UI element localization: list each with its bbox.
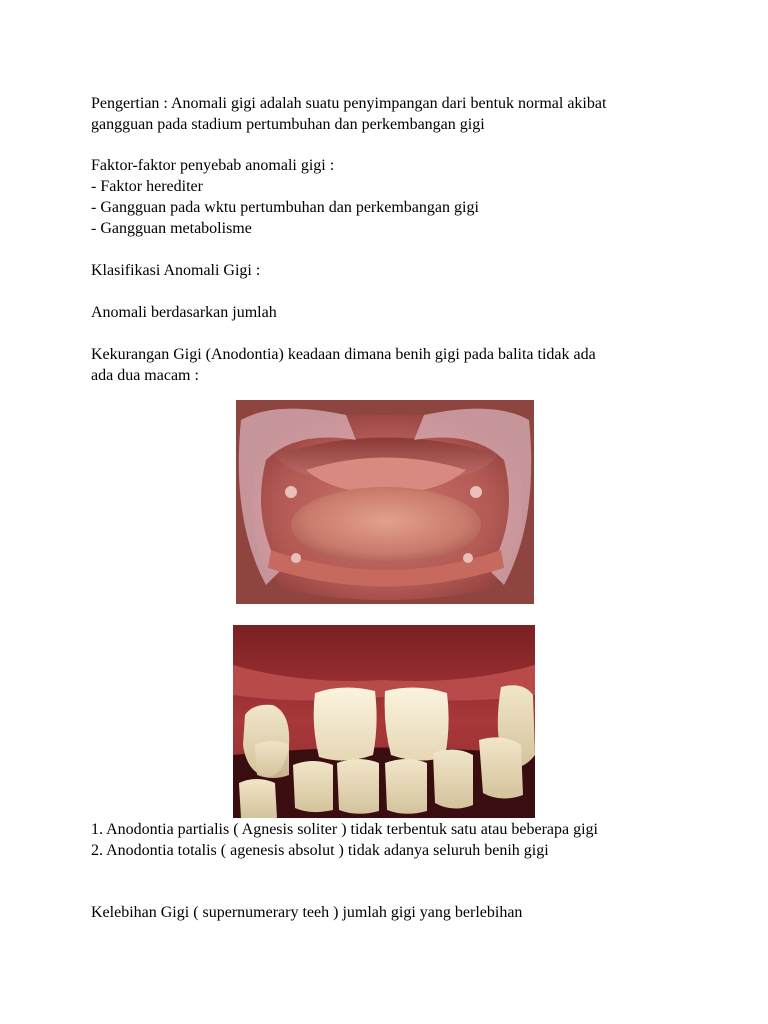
factors-heading: Faktor-faktor penyebab anomali gigi : (91, 157, 335, 174)
number-anomaly-heading: Anomali berdasarkan jumlah (91, 304, 277, 321)
edentulous-mouth-photo (236, 400, 534, 604)
anodontia-line-2: ada dua macam : (91, 367, 199, 384)
definition-line-1: Pengertian : Anomali gigi adalah suatu penyimpangan dari bentuk normal akibat (91, 95, 607, 112)
supernumerary-line: Kelebihan Gigi ( supernumerary teeh ) jumlah gigi yang berlebihan (91, 904, 523, 921)
anodontia-type-item: 2. Anodontia totalis ( agenesis absolut ) tidak adanya seluruh benih gigi (91, 842, 549, 859)
factor-item: - Gangguan pada wktu pertumbuhan dan perkembangan gigi (91, 199, 479, 216)
anodontia-type-item: 1. Anodontia partialis ( Agnesis soliter ) tidak terbentuk satu atau beberapa gigi (91, 821, 598, 838)
classification-heading: Klasifikasi Anomali Gigi : (91, 262, 261, 279)
anodontia-line-1: Kekurangan Gigi (Anodontia) keadaan dimana benih gigi pada balita tidak ada (91, 346, 596, 363)
factor-item: - Gangguan metabolisme (91, 220, 252, 237)
definition-line-2: gangguan pada stadium pertumbuhan dan perkembangan gigi (91, 116, 485, 133)
missing-teeth-photo (233, 625, 535, 818)
factor-item: - Faktor herediter (91, 178, 203, 195)
